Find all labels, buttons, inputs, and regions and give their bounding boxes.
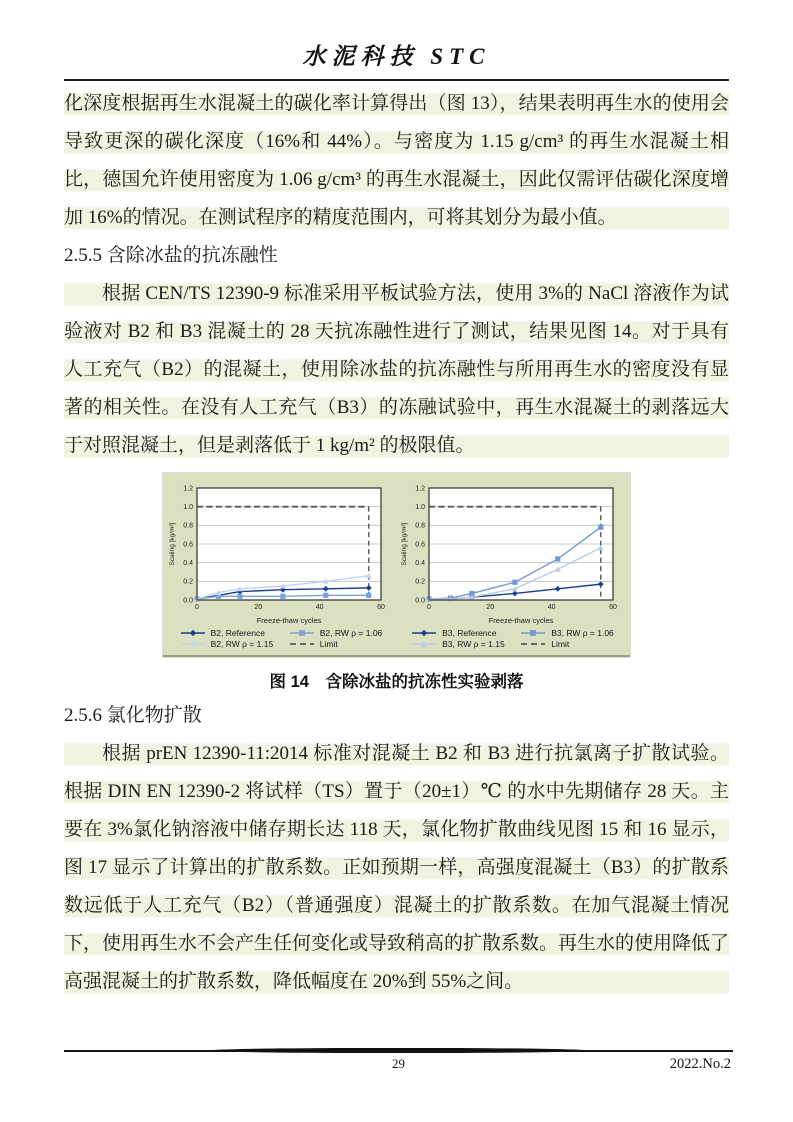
svg-text:20: 20 (486, 604, 494, 611)
svg-text:0.0: 0.0 (183, 597, 194, 605)
footer-rule (64, 1050, 733, 1052)
svg-text:1.0: 1.0 (415, 504, 425, 512)
page-footer (64, 1050, 733, 1078)
legend-label: B2, RW ρ = 1.15 (210, 639, 274, 649)
svg-text:20: 20 (254, 604, 263, 611)
journal-title: 水泥科技 STC (302, 44, 491, 69)
paragraph-freeze-thaw: 根据 CEN/TS 12390-9 标准采用平板试验方法，使用 3%的 NaCl 溶液作为试验液对 B2 和 B3 混凝土的 28 天抗冻融性进行了测试，结果见图 14。对于具有人工充气（B2）的混凝土，使用除冰盐的抗冻融性与所用再生水的密度没有显著的相关性。在没有人工充气（B3）的冻融试验中，再生水混凝土的剥落远大于对照混凝土，但是剥落低于 1 kg/m² 的极限值。 (64, 275, 729, 465)
legend-series-marker-icon (411, 639, 437, 649)
paragraph-carbonation: 化深度根据再生水混凝土的碳化率计算得出（图 13），结果表明再生水的使用会导致更深的碳化深度（16%和 44%）。与密度为 1.15 g/cm³ 的再生水混凝土相比，德国允许使用密度为 1.06 g/cm³ 的再生水混凝土，因此仅需评估碳化深度增加 16%的情况。在测试程序的精度范围内，可将其划分为最小值。 (64, 85, 729, 237)
svg-text:0.8: 0.8 (183, 522, 194, 530)
legend-series-marker-icon (180, 628, 206, 638)
legend-series-marker-icon (411, 628, 437, 638)
legend-series-marker-icon (289, 628, 315, 638)
legend-label: B2, RW ρ = 1.06 (319, 628, 383, 638)
svg-text:0.6: 0.6 (183, 541, 194, 549)
svg-text:Scaling [kg/m²]: Scaling [kg/m²] (400, 522, 408, 566)
svg-text:0.2: 0.2 (183, 578, 194, 586)
legend-item (289, 639, 388, 649)
svg-text:1.0: 1.0 (183, 504, 194, 512)
figure-panel (163, 473, 630, 657)
footer-row (64, 1056, 733, 1078)
page-number: 29 (392, 1056, 405, 1071)
legend-label: Limit (319, 639, 338, 649)
svg-text:60: 60 (608, 604, 617, 611)
chart-block-b3 (397, 479, 629, 651)
page-header (0, 0, 793, 71)
figure-caption: 图 14 含除冰盐的抗冻性实验剥落 (269, 673, 524, 691)
svg-text:0.6: 0.6 (415, 541, 425, 549)
section-heading-2-5-5: 2.5.5 含除冰盐的抗冻融性 (64, 245, 278, 266)
legend-label: B3, RW ρ = 1.15 (442, 639, 505, 649)
legend-label: B2, Reference (210, 628, 265, 638)
legend-label: Limit (551, 639, 570, 649)
legend-label: B3, Reference (442, 628, 497, 638)
legend-item (180, 639, 279, 649)
freeze-thaw-chart-b3 (399, 479, 626, 627)
svg-text:60: 60 (377, 604, 386, 611)
svg-text:0: 0 (426, 604, 431, 611)
freeze-thaw-chart-b2 (167, 479, 394, 627)
svg-text:0.2: 0.2 (415, 578, 425, 586)
legend-item (180, 628, 279, 638)
svg-text:Freeze-thaw cycles: Freeze-thaw cycles (488, 616, 554, 625)
legend-item (520, 639, 619, 649)
legend-item (289, 628, 388, 638)
svg-text:0.4: 0.4 (415, 560, 425, 568)
svg-text:Scaling [kg/m²]: Scaling [kg/m²] (169, 522, 177, 566)
svg-text:0.8: 0.8 (415, 522, 425, 530)
chart-legend-b2 (170, 627, 392, 651)
legend-series-marker-icon (520, 628, 546, 638)
legend-item (411, 628, 510, 638)
legend-label: B3, RW ρ = 1.06 (551, 628, 614, 638)
legend-limit-dash-icon (520, 639, 546, 649)
svg-text:40: 40 (316, 604, 324, 611)
section-heading-2-5-6: 2.5.6 氯化物扩散 (64, 705, 202, 726)
legend-series-marker-icon (180, 639, 206, 649)
svg-text:1.2: 1.2 (183, 485, 194, 493)
legend-item (411, 639, 510, 649)
paragraph-chloride: 根据 prEN 12390-11:2014 标准对混凝土 B2 和 B3 进行抗氯离子扩散试验。根据 DIN EN 12390-2 将试样（TS）置于（20±1）℃ 的水中先期储存 28 天。主要在 3%氯化钠溶液中储存期长达 118 天，氯化物扩散曲线见图 15 和 16 显示，图 17 显示了计算出的扩散系数。正如预期一样，高强度混凝土（B3）的扩散系数远低于人工充气（B2）（普通强度）混凝土的扩散系数。在加气混凝土情况下，使用再生水不会产生任何变化或导致稍高的扩散系数。再生水的使用降低了高强混凝土的扩散系数，降低幅度在 20%到 55%之间。 (64, 735, 729, 1001)
chart-legend-b3 (401, 627, 623, 651)
chart-block-b2 (165, 479, 397, 651)
figure-14 (64, 473, 729, 695)
page-content (0, 81, 793, 1001)
svg-text:0.0: 0.0 (415, 597, 425, 605)
svg-text:1.2: 1.2 (415, 485, 425, 493)
legend-limit-dash-icon (289, 639, 315, 649)
svg-text:40: 40 (547, 604, 556, 611)
svg-text:Freeze-thaw cycles: Freeze-thaw cycles (256, 616, 322, 625)
legend-item (520, 628, 619, 638)
svg-text:0.4: 0.4 (183, 560, 194, 568)
svg-text:0: 0 (195, 604, 200, 611)
issue-label: 2022.No.2 (669, 1056, 731, 1072)
